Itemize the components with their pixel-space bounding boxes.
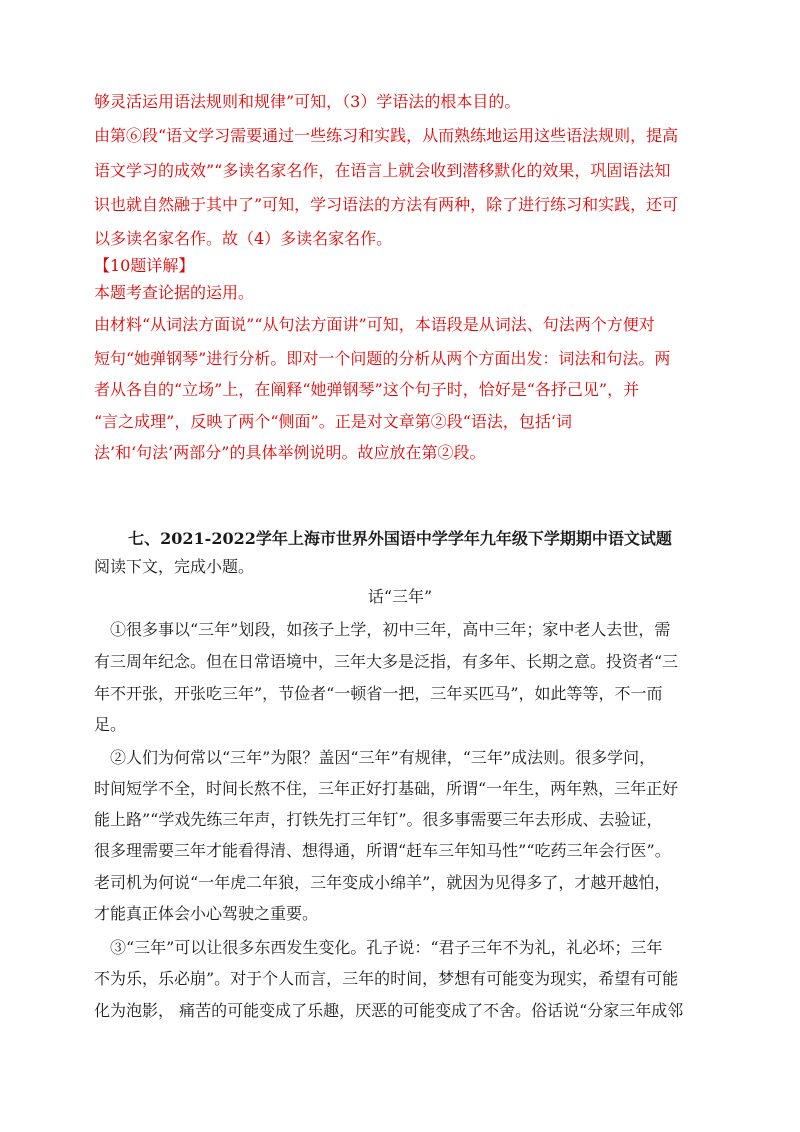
answer-line: 本题考查论据的运用。 [94,283,255,302]
article-line: ②人们为何常以“三年”为限？盖因“三年”有规律，“三年”成法则。很多学问， [110,748,656,767]
article-line: ③“三年”可以让很多东西发生变化。孔子说：“君子三年不为礼，礼必坏；三年 [110,938,663,957]
article-line: 年不开张，开张吃三年”，节俭者“一顿省一把，三年买匹马”，如此等等，不一而 [94,684,663,703]
article-line: ①很多事以“三年”划段，如孩子上学，初中三年，高中三年；家中老人去世，需 [110,620,671,639]
answer-line: “言之成理”，反映了两个“侧面”。正是对文章第②段“语法，包括‘词 [94,412,572,431]
answer-line: 者从各自的“立场”上，在阐释“她弹钢琴”这个句子时，恰好是“各抒己见”，并 [94,380,640,399]
article-line: 能上路”“学戏先练三年声，打铁先打三年钉”。很多事需要三年去形成、去验证， [94,810,663,829]
article-line: 足。 [94,715,127,734]
article-line: 老司机为何说“一年虎二年狼，三年变成小绵羊”，就因为见得多了，才越开越怕， [94,873,671,892]
answer-subheading: 【10题详解】 [94,256,195,275]
answer-line: 法’和‘句法’两部分”的具体举例说明。故应放在第②段。 [94,443,486,462]
answer-line: 由材料“从词法方面说”“从句法方面讲”可知，本语段是从词法、句法两个方便对 [94,315,655,334]
answer-line: 够灵活运用语法规则和规律”可知，（3）学语法的根本目的。 [94,92,521,111]
answer-line: 识也就自然融于其中了”可知，学习语法的方法有两种，除了进行练习和实践，还可 [94,195,679,214]
article-line: 化为泡影， 痛苦的可能变成了乐趣，厌恶的可能变成了不舍。俗话说“分家三年成邻 [94,1001,684,1020]
article-line: 才能真正体会小心驾驶之重要。 [94,904,319,923]
answer-line: 语文学习的成效”“多读名家名作，在语言上就会收到潜移默化的效果，巩固语法知 [94,161,671,180]
article-line: 不为乐，乐必崩”。对于个人而言，三年的时间，梦想有可能变为现实，希望有可能 [94,969,679,988]
answer-line: 短句“她弹钢琴”进行分析。即对一个问题的分析从两个方面出发：词法和句法。两 [94,349,671,368]
article-title: 话“三年” [367,587,433,606]
section-heading: 七、2021-2022学年上海市世界外国语中学学年九年级下学期期中语文试题 [128,529,672,548]
article-line: 很多理需要三年才能看得清、想得通，所谓“赶车三年知马性”“吃药三年会行医”。 [94,841,671,860]
instruction-text: 阅读下文，完成小题。 [94,557,255,576]
answer-line: 由第⑥段“语文学习需要通过一些练习和实践，从而熟练地运用这些语法规则，提高 [94,126,679,145]
answer-line: 以多读名家名作。故（4）多读名家名作。 [94,229,393,248]
article-line: 时间短学不全，时间长熬不住，三年正好打基础，所谓“一年生，两年熟，三年正好 [94,779,679,798]
article-line: 有三周年纪念。但在日常语境中，三年大多是泛指，有多年、长期之意。投资者“三 [94,652,679,671]
